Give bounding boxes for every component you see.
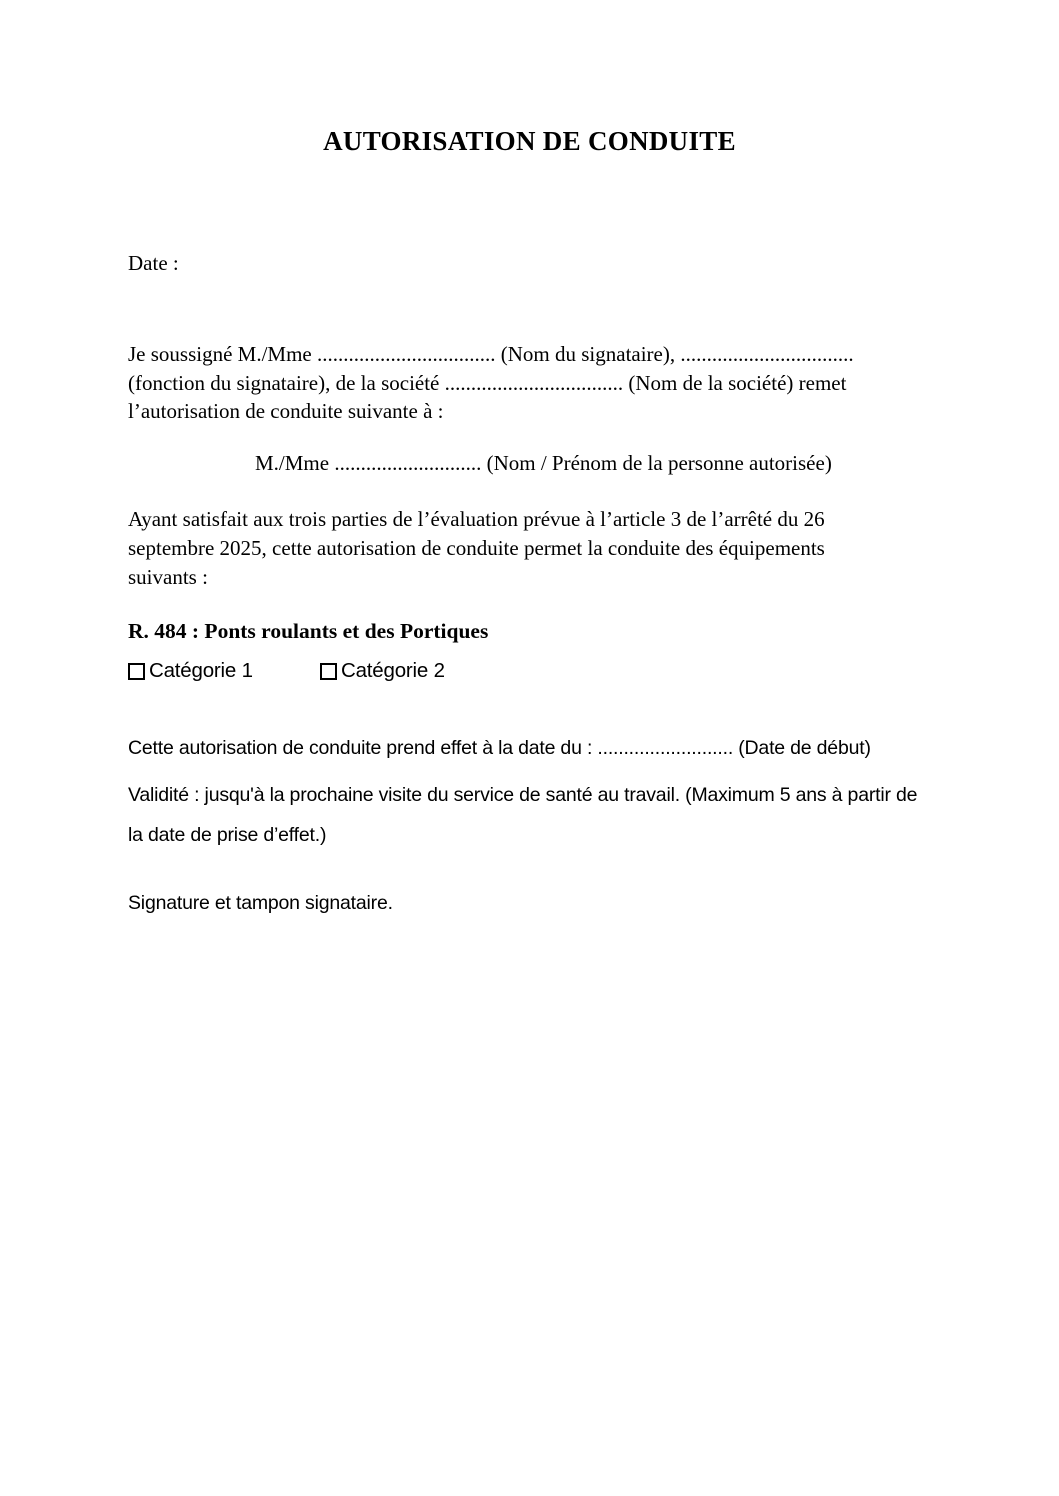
evaluation-line-2: septembre 2025, cette autorisation de conduite permet la conduite des équipements — [128, 536, 825, 560]
effect-date-line: Cette autorisation de conduite prend effet à la date du : .......................... (Date de début) — [128, 737, 871, 759]
document-title: AUTORISATION DE CONDUITE — [323, 126, 736, 156]
intro-line-2: (fonction du signataire), de la société .................................. (Nom de la société) remet — [128, 370, 847, 395]
checkbox-icon[interactable] — [320, 663, 337, 680]
intro-paragraph — [128, 340, 854, 426]
validity-paragraph — [128, 776, 917, 855]
category-option-2[interactable] — [320, 659, 445, 683]
validity-line-2: la date de prise d’effet.) — [128, 823, 327, 846]
category-label-1: Catégorie 1 — [149, 659, 253, 682]
date-label: Date : — [128, 251, 179, 275]
intro-line-3: l’autorisation de conduite suivante à : — [128, 399, 444, 423]
equipment-heading: R. 484 : Ponts roulants et des Portiques — [128, 619, 489, 643]
checkbox-icon[interactable] — [128, 663, 145, 680]
signature-label: Signature et tampon signataire. — [128, 892, 393, 914]
intro-line-1: Je soussigné M./Mme .................................. (Nom du signataire), ................................. — [128, 342, 854, 366]
evaluation-line-1: Ayant satisfait aux trois parties de l’évaluation prévue à l’article 3 de l’arrêté du 26 — [128, 507, 825, 531]
validity-line-1: Validité : jusqu'à la prochaine visite du service de santé au travail. (Maximum 5 ans à partir de — [128, 784, 918, 806]
evaluation-line-3: suivants : — [128, 565, 208, 589]
authorized-person-line: M./Mme ............................ (Nom / Prénom de la personne autorisée) — [255, 451, 832, 475]
evaluation-paragraph — [128, 505, 825, 592]
category-option-1[interactable] — [128, 659, 253, 683]
category-label-2: Catégorie 2 — [341, 659, 445, 682]
